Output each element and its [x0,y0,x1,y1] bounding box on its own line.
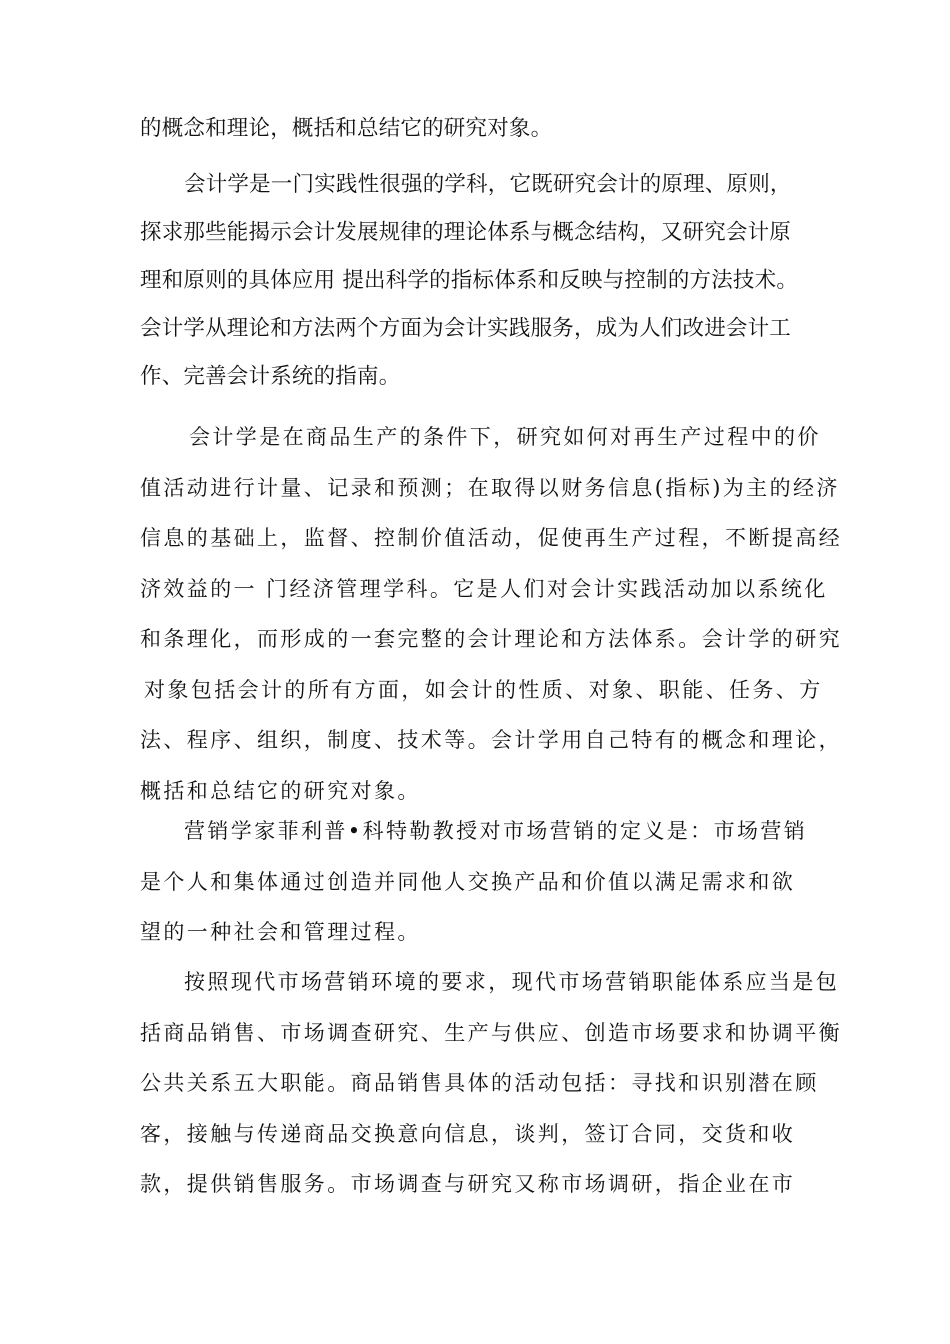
text-line: 信息的基础上，监督、控制价值活动，促使再生产过程，不断提高经 [140,526,842,550]
text-line: 会计学从理论和方法两个方面为会计实践服务，成为人们改进会计工 [140,316,792,341]
text-line: 客，接触与传递商品交换意向信息，谈判，签订合同，交货和收 [140,1121,796,1146]
text-line: 对象包括会计的所有方面，如会计的性质、对象、职能、任务、方 [144,677,823,702]
text-line: 概括和总结它的研究对象。 [140,778,421,803]
text-line: 按照现代市场营销环境的要求，现代市场营销职能体系应当是包 [184,970,840,994]
text-line: 理和原则的具体应用 提出科学的指标体系和反映与控制的方法技术。 [140,268,799,293]
text-line: 会计学是在商品生产的条件下，研究如何对再生产过程中的价 [189,425,821,449]
text-line: 作、完善会计系统的指南。 [140,364,401,389]
text-line: 探求那些能揭示会计发展规律的理论体系与概念结构，又研究会计原 [140,220,792,245]
paragraph-marketing-definition [140,806,820,958]
text-line: 望的一种社会和管理过程。 [140,920,421,944]
text-line: 法、程序、组织，制度、技术等。会计学用自己特有的概念和理论， [140,728,842,752]
text-line: 的概念和理论，概括和总结它的研究对象。 [140,116,553,141]
text-line: 是个人和集体通过创造并同他人交换产品和价值以满足需求和欲 [140,869,796,894]
paragraph-accounting-definition [140,412,842,816]
paragraph-marketing-functions [140,957,842,1210]
text-line: 值活动进行计量、记录和预测；在取得以财务信息(指标)为主的经济 [140,475,840,500]
text-line: 括商品销售、市场调查研究、生产与供应、创造市场要求和协调平衡 [140,1020,842,1045]
text-line: 公共关系五大职能。商品销售具体的活动包括：寻找和识别潜在顾 [140,1071,819,1095]
text-line: 和条理化，而形成的一套完整的会计理论和方法体系。会计学的研究 [140,627,842,651]
paragraph-continuation [140,105,820,153]
paragraph-accounting-practice [140,161,820,401]
text-line: 款，提供销售服务。市场调查与研究又称市场调研，指企业在市 [140,1172,796,1196]
text-line: 会计学是一门实践性很强的学科，它既研究会计的原理、原则， [184,172,792,197]
text-line: 营销学家菲利普•科特勒教授对市场营销的定义是：市场营销 [184,819,808,843]
text-line: 济效益的一 门经济管理学科。它是人们对会计实践活动加以系统化 [140,576,828,601]
